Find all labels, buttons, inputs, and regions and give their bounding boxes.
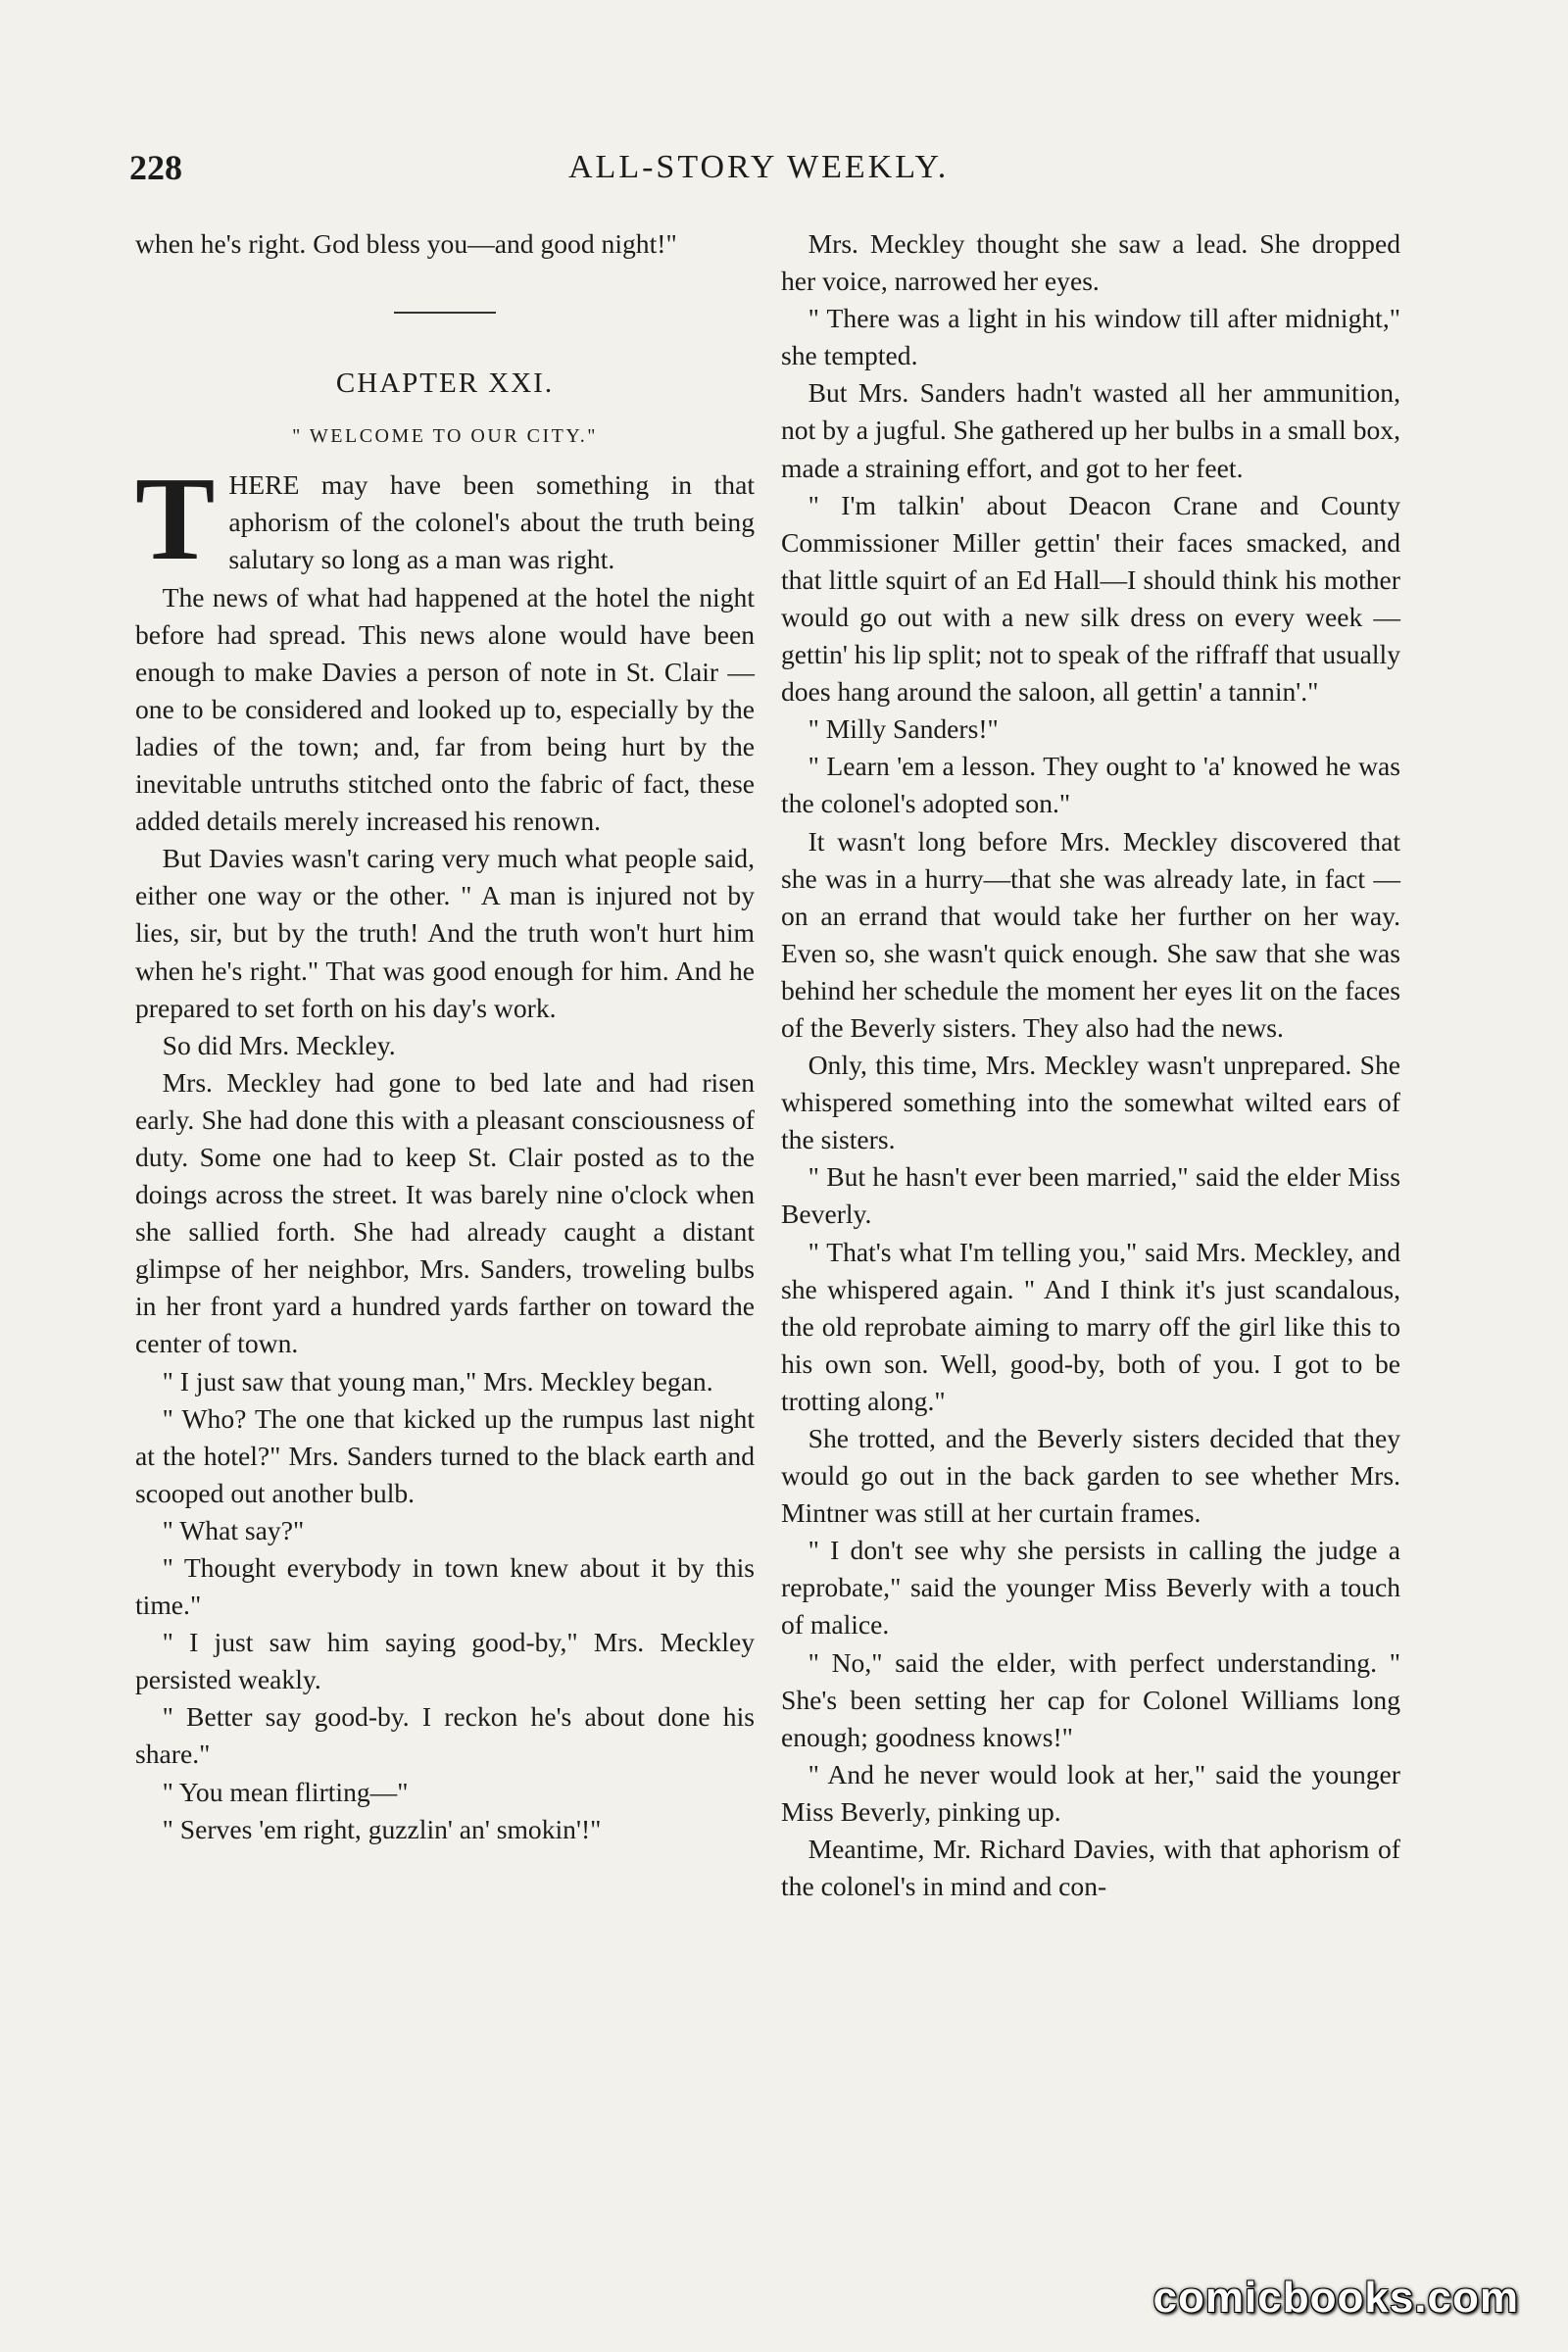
paragraph: " Who? The one that kicked up the rumpus last night at the hotel?" Mrs. Sanders turned to the black earth and scooped out another bulb. (135, 1402, 755, 1508)
chapter-subtitle: " WELCOME TO OUR CITY." (292, 425, 598, 448)
opening-text: HERE may have been something in that aphorism of the colonel's about the truth being salutary so long as a man was right. (228, 469, 755, 575)
paragraph: " Thought everybody in town knew about it by this time." (135, 1552, 755, 1621)
drop-cap: T (135, 453, 216, 586)
chapter-title: CHAPTER XXI. (335, 368, 555, 400)
paragraph: Only, this time, Mrs. Meckley wasn't unprepared. She whispered something into the somewhat wilted ears of the sisters. (781, 1050, 1400, 1155)
paragraph: " I just saw him saying good-by," Mrs. Meckley persisted weakly. (135, 1627, 755, 1695)
paragraph: " Milly Sanders!" (808, 713, 999, 745)
paragraph: " Serves 'em right, guzzlin' an' smokin'!" (162, 1813, 602, 1844)
paragraph: Meantime, Mr. Richard Davies, with that aphorism of the colonel's in mind and con- (781, 1834, 1400, 1902)
right-column (781, 225, 1400, 1905)
paragraph: " And he never would look at her," said the younger Miss Beverly, pinking up. (781, 1758, 1400, 1827)
paragraph: " I don't see why she persists in calling the judge a reprobate," said the younger Miss Beverly with a touch of malice. (781, 1535, 1400, 1641)
site-watermark: comicbooks.com (1152, 2274, 1519, 2322)
paragraph: " There was a light in his window till after midnight," she tempted. (781, 303, 1400, 371)
running-head: ALL-STORY WEEKLY. (568, 149, 950, 185)
paragraph: It wasn't long before Mrs. Meckley discovered that she was in a hurry—that she was already late, in fact — on an errand that would take her further on her way. Even so, she wasn't quick enough. She saw that she was behind her schedule the moment her eyes lit on the faces of the Beverly sisters. They also had the news. (781, 825, 1400, 1043)
paragraph: " Learn 'em a lesson. They ought to 'a' knowed he was the colonel's adopted son." (781, 751, 1400, 819)
page-number: 228 (129, 148, 182, 187)
opening-paragraph (135, 453, 755, 586)
paragraph: But Davies wasn't caring very much what people said, either one way or the other. " A man is injured not by lies, sir, but by the truth! And the truth won't hurt him when he's right." That was good enough for him. And he prepared to set forth on his day's work. (135, 843, 755, 1023)
paragraph: She trotted, and the Beverly sisters decided that they would go out in the back garden to see whether Mrs. Mintner was still at her curtain frames. (781, 1423, 1400, 1529)
paragraph: " You mean flirting—" (162, 1776, 409, 1807)
paragraph: " That's what I'm telling you," said Mrs. Meckley, and she whispered again. " And I think it's just scandalous, the old reprobate aiming to marry off the girl like this to his own son. Well, good-by, both of you. I got to be trotting along." (781, 1236, 1400, 1416)
paragraph: " Better say good-by. I reckon he's about done his share." (135, 1701, 755, 1770)
paragraph: " I just saw that young man," Mrs. Meckley began. (162, 1365, 713, 1396)
left-column (135, 225, 755, 1848)
paragraph: But Mrs. Sanders hadn't wasted all her ammunition, not by a jugful. She gathered up her bulbs in a small box, made a straining effort, and got to her feet. (781, 377, 1400, 483)
paragraph: Mrs. Meckley thought she saw a lead. She dropped her voice, narrowed her eyes. (781, 228, 1400, 297)
section-rule (394, 312, 496, 314)
paragraph: So did Mrs. Meckley. (162, 1029, 396, 1060)
paragraph: " But he hasn't ever been married," said the elder Miss Beverly. (781, 1161, 1400, 1230)
paragraph: " What say?" (162, 1514, 305, 1545)
paragraph: " No," said the elder, with perfect understanding. " She's been setting her cap for Colonel Williams long enough; goodness knows!" (781, 1646, 1400, 1752)
continuation-text: when he's right. God bless you—and good night!" (135, 228, 677, 259)
paragraph: " I'm talkin' about Deacon Crane and County Commissioner Miller gettin' their faces smacked, and that little squirt of an Ed Hall—I should think his mother would go out with a new silk dress on every week —gettin' his lip split; not to speak of the riffraff that usually does hang around the saloon, all gettin' a tannin'." (781, 489, 1400, 708)
paragraph: Mrs. Meckley had gone to bed late and had risen early. She had done this with a pleasant consciousness of duty. Some one had to keep St. Clair posted as to the doings across the street. It was barely nine o'clock when she sallied forth. She had already caught a distant glimpse of her neighbor, Mrs. Sanders, troweling bulbs in her front yard a hundred yards farther on toward the center of town. (135, 1066, 755, 1359)
paragraph: The news of what had happened at the hotel the night before had spread. This news alone would have been enough to make Davies a person of note in St. Clair —one to be considered and looked up to, especially by the ladies of the town; and, far from being hurt by the inevitable untruths stitched onto the fabric of fact, these added details merely increased his renown. (135, 581, 755, 837)
